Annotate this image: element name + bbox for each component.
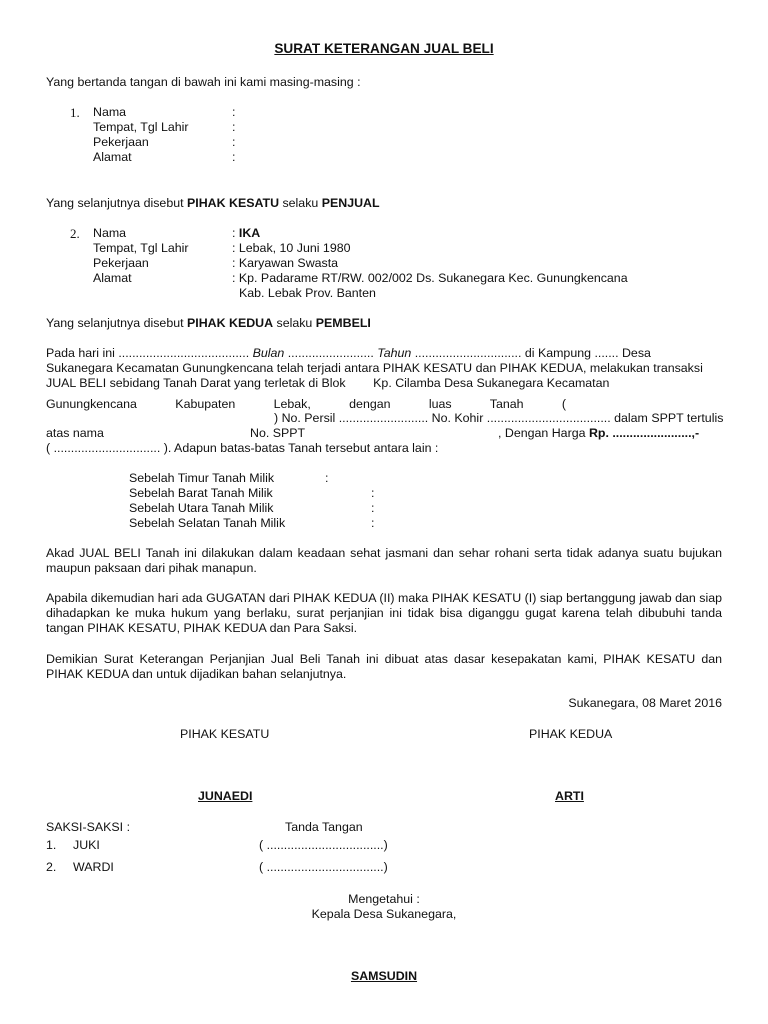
boundary-north-colon: : [371, 501, 375, 515]
party2-name: IKA [238, 226, 261, 240]
transaction-line3: JUAL BELI sebidang Tanah Darat yang terletak di Blok Kp. Cilamba Desa Sukanegara Kecamatan [46, 376, 610, 390]
village-head-name: SAMSUDIN [350, 969, 418, 983]
party2-job-label: Pekerjaan [93, 256, 149, 270]
witness-2-name: WARDI [73, 860, 114, 874]
seller-party: PIHAK KESATU [187, 196, 280, 210]
paragraph-closing: Demikian Surat Keterangan Perjanjian Jual Beli Tanah ini dibuat atas dasar kesepakatan kami, PIHAK KESATU dan PIHAK KEDUA dan untuk dijadikan bahan selanjutnya. [46, 652, 722, 681]
buyer-role: PEMBELI [315, 316, 371, 330]
transaction-village: ............................... di Kampung ....... Desa [411, 346, 651, 360]
transaction-owner-label: atas nama [46, 426, 104, 440]
witness-1-signature-line: ( ..................................) [259, 838, 388, 852]
buyer-line-pre: Yang selanjutnya disebut [46, 316, 187, 330]
paragraph-lawsuit: Apabila dikemudian hari ada GUGATAN dari PIHAK KEDUA (II) maka PIHAK KESATU (I) siap bertanggung jawab dan siap dihadapkan ke muka hukum yang berlaku, surat perjanjian ini tidak bisa diganggu gugat karena telah dibubuhi tanda tangan PIHAK KESATU, PIHAK KEDUA dan Para Saksi. [46, 591, 722, 635]
party1-job-value: : [232, 135, 236, 149]
party1-address-label: Alamat [93, 150, 132, 164]
witness-header: SAKSI-SAKSI : [46, 820, 131, 834]
witness-2-number: 2. [46, 860, 57, 874]
witness-sign-header: Tanda Tangan [285, 820, 363, 834]
party2-name-colon: : [232, 226, 239, 240]
acknowledge-position: Kepala Desa Sukanegara, [311, 907, 457, 921]
transaction-day: Pada hari ini ...................................... [46, 346, 250, 360]
boundary-east-label: Sebelah Timur Tanah Milik [129, 471, 275, 485]
boundary-west-label: Sebelah Barat Tanah Milik [129, 486, 273, 500]
transaction-sppt-label: No. SPPT [250, 426, 306, 440]
seller-line-pre: Yang selanjutnya disebut [46, 196, 187, 210]
party2-sign-name: ARTI [555, 789, 584, 803]
party1-sign-name: JUNAEDI [198, 789, 253, 803]
seller-role: PENJUAL [321, 196, 380, 210]
transaction-price [498, 426, 699, 441]
boundary-west-colon: : [371, 486, 375, 500]
witness-2-signature-line: ( ..................................) [259, 860, 388, 874]
place-date: Sukanegara, 08 Maret 2016 [568, 696, 722, 710]
party2-birth-label: Tempat, Tgl Lahir [93, 241, 189, 255]
buyer-line-mid: selaku [273, 316, 316, 330]
party2-address-cont: Kab. Lebak Prov. Banten [239, 286, 376, 300]
party2-number: 2. [70, 226, 80, 241]
boundary-east-colon: : [325, 471, 329, 485]
transaction-line5: ) No. Persil .......................... No. Kohir .................................... dalam SPPT tertulis [274, 411, 724, 425]
witness-1-name: JUKI [73, 838, 100, 852]
witness-1-number: 1. [46, 838, 57, 852]
seller-line-mid: selaku [279, 196, 322, 210]
transaction-month-blank: ......................... [284, 346, 374, 360]
boundary-south-label: Sebelah Selatan Tanah Milik [129, 516, 286, 530]
party2-job-value: : Karyawan Swasta [232, 256, 339, 270]
boundary-north-label: Sebelah Utara Tanah Milik [129, 501, 274, 515]
party1-number: 1. [70, 105, 80, 120]
party2-sign-label: PIHAK KEDUA [529, 727, 613, 741]
seller-line [46, 196, 380, 211]
party1-name-label: Nama [93, 105, 127, 119]
transaction-line4: Gunungkencana Kabupaten Lebak, dengan luas Tanah ( [46, 397, 566, 411]
paragraph-agreement: Akad JUAL BELI Tanah ini dilakukan dalam keadaan sehat jasmani dan sehar rohani serta tidak adanya suatu bujukan maupun paksaan dari pihak manapun. [46, 546, 722, 575]
transaction-line1 [46, 346, 651, 361]
transaction-line7: ( ............................... ). Adapun batas-batas Tanah tersebut antara lain : [46, 441, 439, 455]
party2-address-value: : Kp. Padarame RT/RW. 002/002 Ds. Sukanegara Kec. Gunungkencana [232, 271, 628, 285]
transaction-year-label: Tahun [377, 346, 412, 360]
party1-birth-label: Tempat, Tgl Lahir [93, 120, 189, 134]
party2-birth-value: : Lebak, 10 Juni 1980 [232, 241, 351, 255]
party1-sign-label: PIHAK KESATU [180, 727, 270, 741]
transaction-price-label: , Dengan Harga [498, 426, 586, 440]
transaction-month-label: Bulan [252, 346, 285, 360]
buyer-party: PIHAK KEDUA [187, 316, 274, 330]
party2-name-label: Nama [93, 226, 127, 240]
boundary-south-colon: : [371, 516, 375, 530]
document-title: SURAT KETERANGAN JUAL BELI [274, 41, 494, 56]
intro-text: Yang bertanda tangan di bawah ini kami masing-masing : [46, 75, 361, 89]
transaction-price-value: Rp. .......................,- [588, 426, 700, 440]
acknowledge-label: Mengetahui : [348, 892, 420, 906]
party1-address-value: : [232, 150, 236, 164]
party2-address-label: Alamat [93, 271, 132, 285]
party1-name-value: : [232, 105, 236, 119]
buyer-line [46, 316, 371, 331]
transaction-line2: Sukanegara Kecamatan Gunungkencana telah terjadi antara PIHAK KESATU dan PIHAK KEDUA, melakukan transaksi [46, 361, 703, 375]
party2-name-value [232, 226, 260, 241]
party1-job-label: Pekerjaan [93, 135, 149, 149]
party1-birth-value: : [232, 120, 236, 134]
